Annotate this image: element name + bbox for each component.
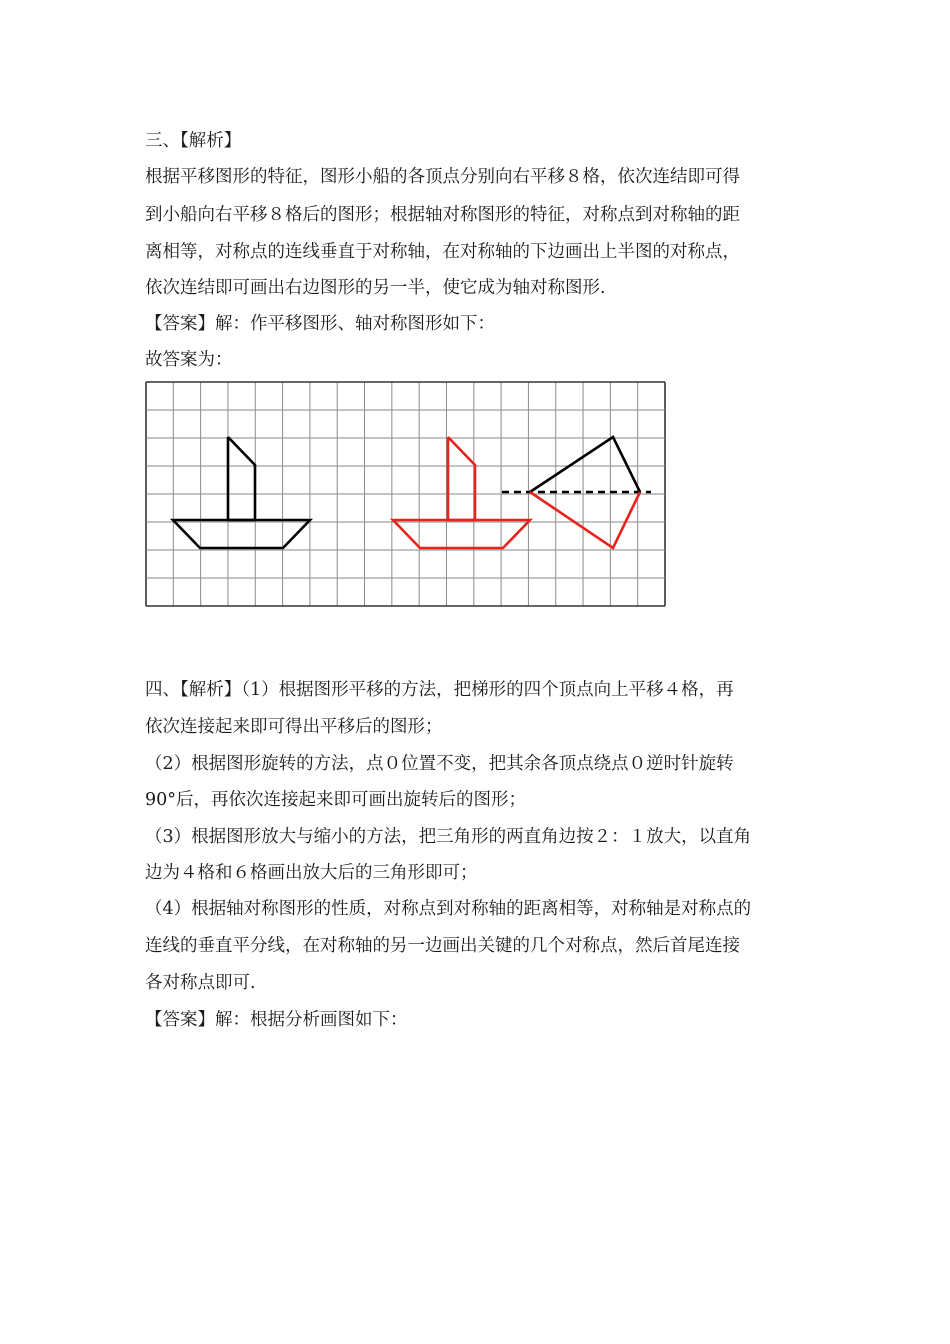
original-boat-hull bbox=[173, 520, 310, 548]
translated-boat-hull bbox=[393, 520, 530, 548]
translated-boat-sail bbox=[448, 437, 475, 520]
section-4-line-2: 依次连接起来即可得出平移后的图形； bbox=[145, 717, 443, 737]
grid-lines bbox=[146, 382, 665, 606]
section-3-line-3: 离相等，对称点的连线垂直于对称轴，在对称轴的下边画出上半图的对称点， bbox=[145, 242, 740, 262]
section-4-line-6: 边为４格和６格画出放大后的三角形即可； bbox=[145, 863, 478, 883]
answer-grid-figure bbox=[145, 381, 666, 607]
section-4-line-5: （3）根据图形放大与缩小的方法，把三角形的两直角边按２：１放大，以直角 bbox=[145, 827, 752, 847]
section-3-answer: 【答案】解：作平移图形、轴对称图形如下： bbox=[145, 314, 495, 334]
reflected-lower-half bbox=[530, 492, 640, 548]
original-boat-sail bbox=[228, 437, 255, 520]
section-3-heading: 三、【解析】 bbox=[145, 131, 242, 151]
section-4-line-8: 连线的垂直平分线，在对称轴的另一边画出关键的几个对称点，然后首尾连接 bbox=[145, 936, 740, 956]
section-3-line-1: 根据平移图形的特征，图形小船的各顶点分别向右平移８格，依次连结即可得 bbox=[145, 167, 740, 187]
section-4-answer: 【答案】解：根据分析画图如下： bbox=[145, 1010, 408, 1030]
section-4-line-9: 各对称点即可. bbox=[145, 973, 256, 993]
original-upper-half bbox=[530, 437, 640, 492]
section-3-conclusion: 故答案为： bbox=[145, 350, 233, 370]
section-4-line-7: （4）根据轴对称图形的性质，对称点到对称轴的距离相等，对称轴是对称点的 bbox=[145, 899, 752, 919]
section-3-line-2: 到小船向右平移８格后的图形；根据轴对称图形的特征，对称点到对称轴的距 bbox=[145, 205, 740, 225]
section-3-line-4: 依次连结即可画出右边图形的另一半，使它成为轴对称图形. bbox=[145, 278, 606, 298]
section-4-line-1: 四、【解析】（1）根据图形平移的方法，把梯形的四个顶点向上平移４格，再 bbox=[145, 680, 734, 700]
section-4-line-3: （2）根据图形旋转的方法，点０位置不变，把其余各顶点绕点０逆时针旋转 bbox=[145, 754, 734, 774]
section-4-line-4: 90°后，再依次连接起来即可画出旋转后的图形； bbox=[145, 790, 527, 810]
